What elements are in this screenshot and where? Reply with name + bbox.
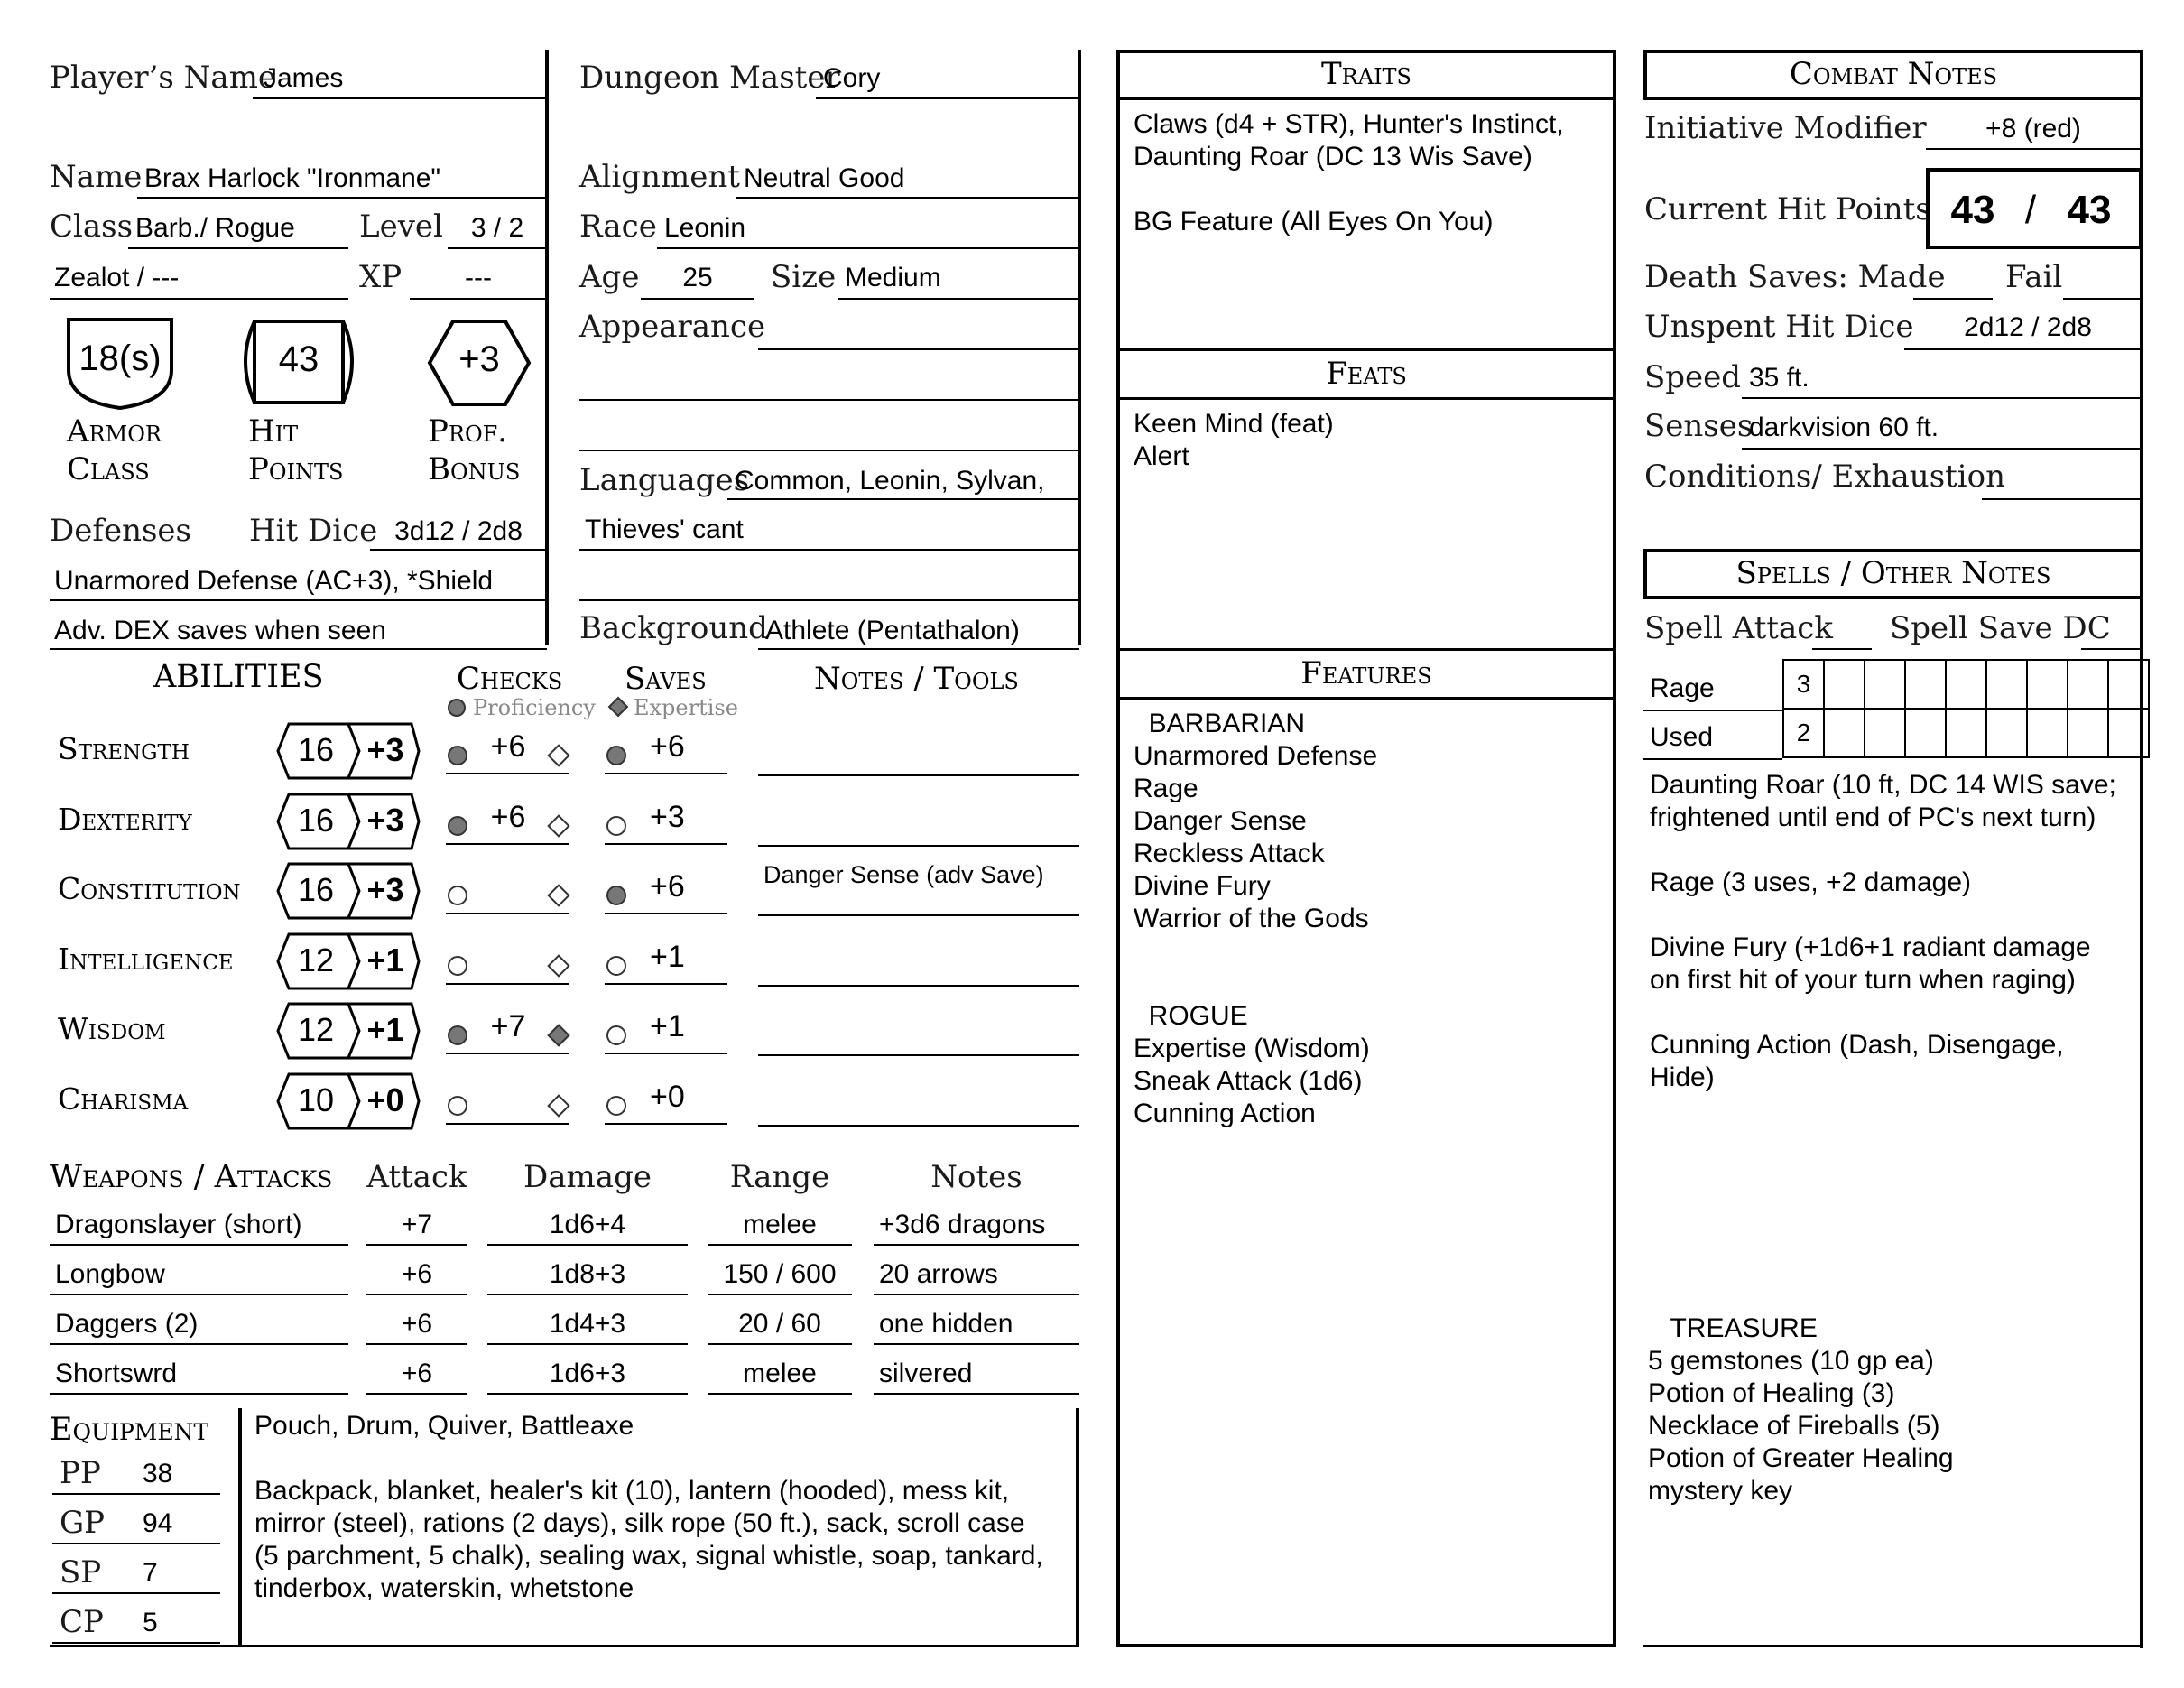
equipment-header: Equipment — [50, 1412, 209, 1448]
speed-label: Speed — [1644, 359, 1742, 395]
current-hp-label: Current Hit Points — [1644, 191, 1931, 227]
alignment-label: Alignment — [579, 159, 740, 195]
feats-title: Feats — [1326, 356, 1407, 392]
check-expertise-toggle[interactable] — [547, 744, 569, 766]
save-value[interactable]: +1 — [650, 1009, 685, 1043]
save-value[interactable]: +1 — [650, 940, 685, 974]
saves-header: Saves — [625, 661, 707, 697]
coin-value[interactable]: 5 — [143, 1608, 158, 1637]
rage-box[interactable] — [1905, 660, 1946, 709]
player-name-value[interactable]: James — [264, 63, 344, 93]
traits-text[interactable]: Claws (d4 + STR), Hunter's Instinct, Daunting Roar (DC 13 Wis Save) BG Feature (All Eyes On You) — [1134, 109, 1564, 237]
save-proficiency-toggle[interactable] — [606, 1096, 626, 1116]
spells-notes-text[interactable]: Daunting Roar (10 ft, DC 14 WIS save; frightened until end of PC's next turn) Rage (3 uses, +2 damage) Divine Fury (+1d6+1 radiant damage on first hit of your turn when raging) Cunning Action (Dash, Disengage, Hide) — [1650, 770, 2116, 1092]
weapon-range[interactable]: 20 / 60 — [738, 1309, 821, 1339]
rage-box[interactable] — [1865, 660, 1905, 709]
traits-title: Traits — [1320, 56, 1411, 92]
proficiency-legend-icon — [448, 699, 466, 717]
weapon-notes[interactable]: silvered — [879, 1359, 973, 1388]
ability-score[interactable]: 12 — [297, 941, 335, 978]
weapon-damage[interactable]: 1d8+3 — [549, 1259, 626, 1289]
coin-label: PP — [60, 1455, 101, 1491]
coin-label: GP — [60, 1505, 106, 1541]
weapon-damage[interactable]: 1d4+3 — [549, 1309, 626, 1339]
divider — [1078, 50, 1081, 645]
spell-save-dc-label: Spell Save DC — [1890, 610, 2111, 646]
weapon-range[interactable]: melee — [743, 1359, 817, 1388]
conditions-label: Conditions/ Exhaustion — [1644, 459, 2006, 495]
used-box[interactable] — [1986, 709, 2027, 757]
rage-box[interactable] — [2027, 660, 2068, 709]
weapon-name[interactable]: Daggers (2) — [55, 1309, 199, 1339]
size-value[interactable]: Medium — [845, 263, 941, 292]
expertise-legend: Expertise — [634, 695, 738, 720]
save-value[interactable]: +0 — [650, 1080, 685, 1114]
ability-name: Intelligence — [58, 941, 234, 977]
race-label: Race — [579, 209, 657, 245]
check-proficiency-toggle[interactable] — [448, 746, 467, 765]
max-hp-value[interactable]: 43 — [2067, 188, 2112, 232]
used-label: Used — [1650, 722, 1714, 752]
character-name-value[interactable]: Brax Harlock "Ironmane" — [144, 163, 441, 193]
coin-label: CP — [60, 1604, 104, 1640]
ability-note[interactable]: Danger Sense (adv Save) — [763, 861, 1044, 888]
initiative-label: Initiative Modifier — [1644, 110, 1927, 146]
proficiency-legend: Proficiency — [473, 695, 596, 720]
ability-score[interactable]: 16 — [297, 871, 335, 908]
unspent-hit-dice-value[interactable]: 2d12 / 2d8 — [1964, 312, 2092, 342]
save-proficiency-toggle[interactable] — [606, 956, 626, 976]
level-label: Level — [359, 209, 443, 245]
rage-box[interactable] — [2108, 660, 2149, 709]
ability-modifier[interactable]: +1 — [366, 1011, 404, 1048]
defenses-line-2[interactable]: Adv. DEX saves when seen — [54, 616, 386, 645]
weapon-attack[interactable]: +6 — [401, 1259, 433, 1289]
weapon-name[interactable]: Dragonslayer (short) — [55, 1210, 302, 1239]
class-label: Class — [50, 209, 134, 245]
size-label: Size — [771, 259, 837, 295]
player-name-label: Player’s Name — [50, 60, 277, 96]
combat-notes-title: Combat Notes — [1789, 56, 1998, 92]
coin-label: SP — [60, 1554, 102, 1591]
rage-label: Rage — [1650, 673, 1715, 703]
weapon-notes[interactable]: 20 arrows — [879, 1259, 998, 1289]
dungeon-master-value[interactable]: Cory — [823, 63, 881, 93]
level-value[interactable]: 3 / 2 — [470, 213, 524, 243]
coin-value[interactable]: 94 — [143, 1508, 173, 1538]
check-expertise-toggle[interactable] — [547, 1094, 569, 1117]
ability-score[interactable]: 10 — [297, 1081, 335, 1118]
death-saves-fail-label: Fail — [2005, 259, 2063, 295]
spells-title: Spells / Other Notes — [1735, 555, 2051, 591]
spell-attack-label: Spell Attack — [1644, 610, 1833, 646]
ability-score[interactable]: 16 — [297, 731, 335, 768]
race-value[interactable]: Leonin — [664, 213, 746, 243]
used-box[interactable] — [2068, 709, 2108, 757]
check-value[interactable]: +7 — [490, 1009, 526, 1043]
current-hp-separator: / — [2024, 188, 2037, 232]
hit-points-label: Hit — [248, 413, 299, 450]
weapon-name[interactable]: Longbow — [55, 1259, 165, 1289]
used-box[interactable] — [1865, 709, 1905, 757]
ability-modifier[interactable]: +3 — [366, 731, 404, 768]
used-box[interactable] — [1824, 709, 1865, 757]
weapon-damage[interactable]: 1d6+4 — [549, 1210, 626, 1239]
check-expertise-toggle[interactable] — [547, 884, 569, 906]
weapon-attack[interactable]: +6 — [401, 1359, 433, 1388]
divider — [1076, 1408, 1079, 1646]
senses-value[interactable]: darkvision 60 ft. — [1749, 413, 1939, 442]
check-value[interactable]: +6 — [490, 729, 526, 764]
treasure-text[interactable]: TREASURE 5 gemstones (10 gp ea) Potion of Healing (3) Necklace of Fireballs (5) Potion of Greater Healing mystery key — [1648, 1313, 1954, 1506]
ability-score[interactable]: 12 — [297, 1011, 335, 1048]
age-label: Age — [579, 259, 640, 295]
proficiency-bonus-label-2: Bonus — [428, 451, 521, 487]
alignment-value[interactable]: Neutral Good — [744, 163, 905, 193]
armor-class-label-2: Class — [67, 451, 150, 487]
check-proficiency-toggle[interactable] — [448, 816, 467, 836]
check-proficiency-toggle[interactable] — [448, 956, 467, 976]
save-proficiency-toggle[interactable] — [606, 816, 626, 836]
rage-tracker-grid — [1782, 659, 2150, 758]
save-proficiency-toggle[interactable] — [606, 746, 626, 765]
attack-header: Attack — [366, 1159, 467, 1195]
save-value[interactable]: +3 — [650, 800, 685, 834]
defenses-line-1[interactable]: Unarmored Defense (AC+3), *Shield — [54, 566, 494, 596]
ability-score[interactable]: 16 — [297, 802, 335, 839]
speed-value[interactable]: 35 ft. — [1749, 363, 1809, 393]
ability-name: Charisma — [58, 1081, 189, 1117]
notes-tools-header: Notes / Tools — [814, 661, 1019, 697]
current-hp-value[interactable]: 43 — [1950, 188, 1995, 232]
features-text[interactable]: BARBARIAN Unarmored Defense Rage Danger Sense Reckless Attack Divine Fury Warrior of the Gods ROGUE Expertise (Wisdom) Sneak Attack (1d6) Cunning Action — [1134, 709, 1378, 1128]
equipment-text[interactable]: Pouch, Drum, Quiver, Battleaxe Backpack, blanket, healer's kit (10), lantern (hooded), mess kit, mirror (steel), rations (2 days), silk rope (50 ft.), sack, scroll case (5 parchment, 5 chalk), sealing wax, signal whistle, soap, tankard, tinderbox, waterskin, whetstone — [254, 1411, 1043, 1603]
ability-name: Constitution — [58, 871, 241, 906]
check-expertise-toggle[interactable] — [547, 954, 569, 977]
weapon-notes[interactable]: one hidden — [879, 1309, 1013, 1339]
ability-modifier[interactable]: +3 — [366, 871, 404, 908]
coin-value[interactable]: 7 — [143, 1558, 158, 1588]
check-proficiency-toggle[interactable] — [448, 1025, 467, 1045]
check-proficiency-toggle[interactable] — [448, 1096, 467, 1116]
damage-header: Damage — [523, 1159, 652, 1195]
xp-value[interactable]: --- — [465, 263, 492, 292]
armor-class-value[interactable]: 18(s) — [79, 339, 162, 378]
weapon-notes[interactable]: +3d6 dragons — [879, 1210, 1046, 1239]
expertise-legend-icon — [608, 697, 629, 718]
range-header: Range — [729, 1159, 830, 1195]
rage-box[interactable] — [1824, 660, 1865, 709]
senses-label: Senses — [1644, 408, 1754, 444]
save-proficiency-toggle[interactable] — [606, 886, 626, 905]
unspent-hit-dice-label: Unspent Hit Dice — [1644, 309, 1914, 345]
languages-label: Languages — [579, 462, 750, 498]
weapon-range[interactable]: 150 / 600 — [723, 1259, 837, 1289]
save-value[interactable]: +6 — [650, 729, 685, 764]
features-title: Features — [1300, 655, 1432, 691]
hit-dice-value[interactable]: 3d12 / 2d8 — [394, 516, 523, 546]
languages-line-1[interactable]: Common, Leonin, Sylvan, — [735, 466, 1045, 496]
rage-count[interactable]: 3 — [1783, 660, 1824, 709]
check-expertise-toggle[interactable] — [547, 1024, 569, 1046]
languages-line-2[interactable]: Thieves' cant — [585, 515, 744, 544]
check-proficiency-toggle[interactable] — [448, 886, 467, 905]
ability-name: Wisdom — [58, 1011, 166, 1046]
weapon-damage[interactable]: 1d6+3 — [549, 1359, 626, 1388]
weapon-name[interactable]: Shortswrd — [55, 1359, 178, 1388]
death-saves-label: Death Saves: Made — [1644, 259, 1946, 295]
notes-header: Notes — [930, 1159, 1023, 1195]
background-value[interactable]: Athlete (Pentathalon) — [765, 616, 1020, 645]
initiative-value[interactable]: +8 (red) — [1985, 114, 2081, 144]
armor-class-label: Armor — [67, 413, 162, 450]
proficiency-bonus-value[interactable]: +3 — [458, 339, 500, 379]
rage-box[interactable] — [2068, 660, 2108, 709]
divider — [238, 1408, 242, 1646]
check-expertise-toggle[interactable] — [547, 814, 569, 837]
hit-points-label-2: Points — [248, 451, 344, 487]
weapon-attack[interactable]: +7 — [401, 1210, 433, 1239]
ability-name: Strength — [58, 731, 190, 766]
subclass-value[interactable]: Zealot / --- — [54, 263, 180, 292]
dungeon-master-label: Dungeon Master — [579, 60, 840, 96]
check-value[interactable]: +6 — [490, 800, 526, 834]
ability-modifier[interactable]: +3 — [366, 802, 404, 839]
used-box[interactable] — [1905, 709, 1946, 757]
class-value[interactable]: Barb./ Rogue — [135, 213, 295, 243]
age-value[interactable]: 25 — [682, 263, 713, 292]
used-box[interactable] — [2027, 709, 2068, 757]
ability-modifier[interactable]: +0 — [366, 1081, 404, 1118]
xp-label: XP — [359, 259, 403, 295]
divider — [545, 50, 549, 645]
hit-points-value[interactable]: 43 — [278, 339, 319, 379]
weapon-attack[interactable]: +6 — [401, 1309, 433, 1339]
appearance-label: Appearance — [579, 309, 766, 345]
used-box[interactable] — [2108, 709, 2149, 757]
proficiency-bonus-label: Prof. — [428, 413, 508, 450]
save-value[interactable]: +6 — [650, 869, 685, 904]
background-label: Background — [579, 610, 768, 646]
rage-box[interactable] — [1946, 660, 1986, 709]
weapon-range[interactable]: melee — [743, 1210, 817, 1239]
used-count[interactable]: 2 — [1783, 709, 1824, 757]
abilities-title: ABILITIES — [153, 659, 324, 695]
defenses-label: Defenses — [50, 513, 192, 549]
ability-name: Dexterity — [58, 802, 192, 837]
used-box[interactable] — [1946, 709, 1986, 757]
checks-header: Checks — [457, 661, 563, 697]
ability-modifier[interactable]: +1 — [366, 941, 404, 978]
weapons-header: Weapons / Attacks — [50, 1159, 333, 1195]
coin-value[interactable]: 38 — [143, 1459, 173, 1489]
rage-box[interactable] — [1986, 660, 2027, 709]
feats-text[interactable]: Keen Mind (feat) Alert — [1134, 409, 1334, 471]
character-name-label: Name — [50, 159, 143, 195]
hit-dice-label: Hit Dice — [249, 513, 378, 549]
save-proficiency-toggle[interactable] — [606, 1025, 626, 1045]
